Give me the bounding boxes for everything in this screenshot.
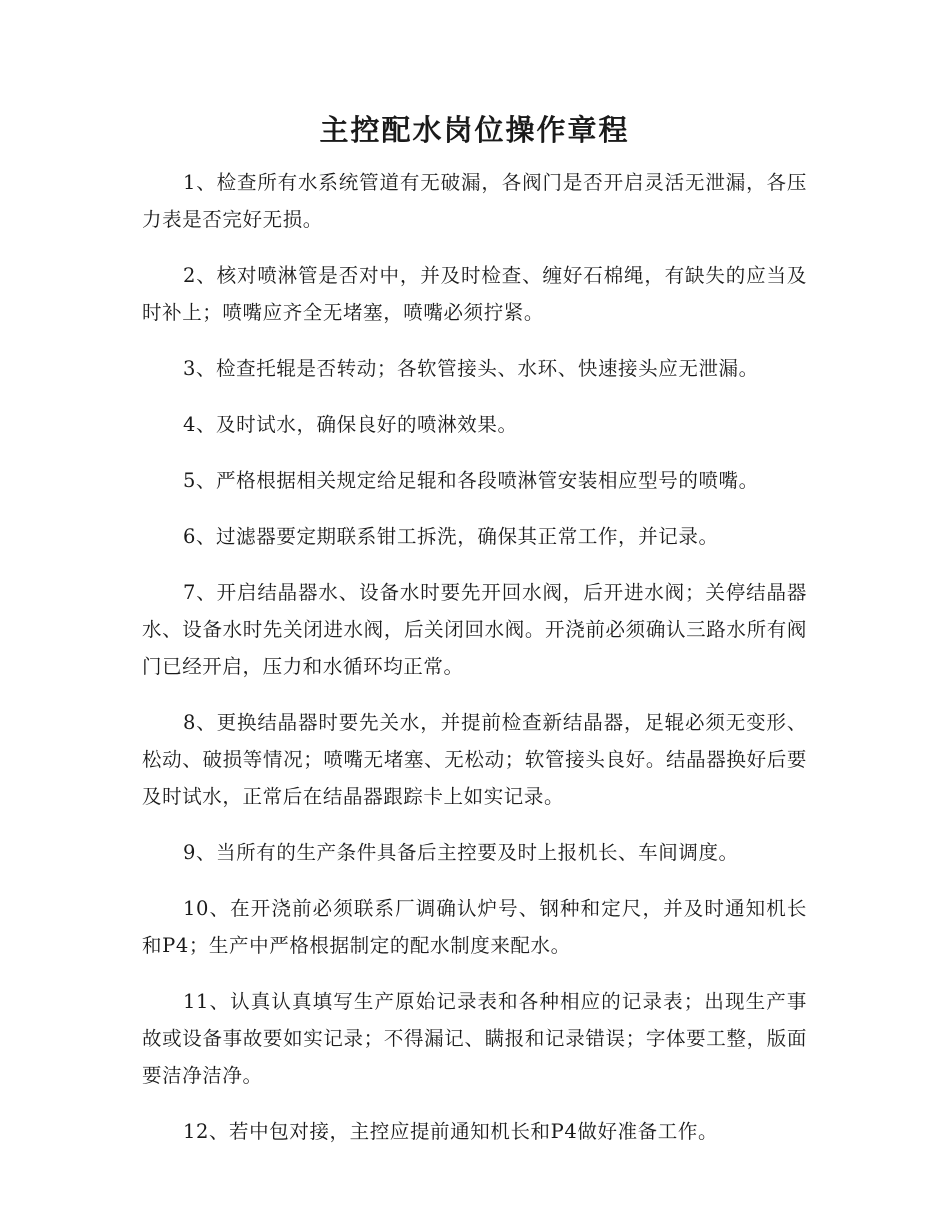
clause-8: 8、更换结晶器时要先关水，并提前检查新结晶器，足辊必须无变形、松动、破损等情况；喷嘴无堵塞、无松动；软管接头良好。结晶器换好后要及时试水，正常后在结晶器跟踪卡上如实记录。 <box>142 711 807 808</box>
clause-7: 7、开启结晶器水、设备水时要先开回水阀，后开进水阀；关停结晶器水、设备水时先关闭进水阀，后关闭回水阀。开浇前必须确认三路水所有阀门已经开启，压力和水循环均正常。 <box>142 581 807 678</box>
clause-10: 10、在开浇前必须联系厂调确认炉号、钢种和定尺，并及时通知机长和P4；生产中严格根据制定的配水制度来配水。 <box>142 897 807 957</box>
clause-4: 4、及时试水，确保良好的喷淋效果。 <box>182 413 518 436</box>
document-title: 主控配水岗位操作章程 <box>319 113 630 147</box>
clause-5: 5、严格根据相关规定给足辊和各段喷淋管安装相应型号的喷嘴。 <box>182 469 759 492</box>
clause-2: 2、核对喷淋管是否对中，并及时检查、缠好石棉绳，有缺失的应当及时补上；喷嘴应齐全无堵塞，喷嘴必须拧紧。 <box>142 264 807 324</box>
clause-11: 11、认真认真填写生产原始记录表和各种相应的记录表；出现生产事故或设备事故要如实记录；不得漏记、瞒报和记录错误；字体要工整，版面要洁净洁净。 <box>142 990 807 1087</box>
clause-1: 1、检查所有水系统管道有无破漏，各阀门是否开启灵活无泄漏，各压力表是否完好无损。 <box>142 171 807 231</box>
clause-6: 6、过滤器要定期联系钳工拆洗，确保其正常工作，并记录。 <box>182 525 719 548</box>
clause-9: 9、当所有的生产条件具备后主控要及时上报机长、车间调度。 <box>182 841 739 864</box>
clause-3: 3、检查托辊是否转动；各软管接头、水环、快速接头应无泄漏。 <box>182 357 759 380</box>
clause-12: 12、若中包对接，主控应提前通知机长和P4做好准备工作。 <box>182 1120 719 1143</box>
document-page <box>142 110 807 1169</box>
